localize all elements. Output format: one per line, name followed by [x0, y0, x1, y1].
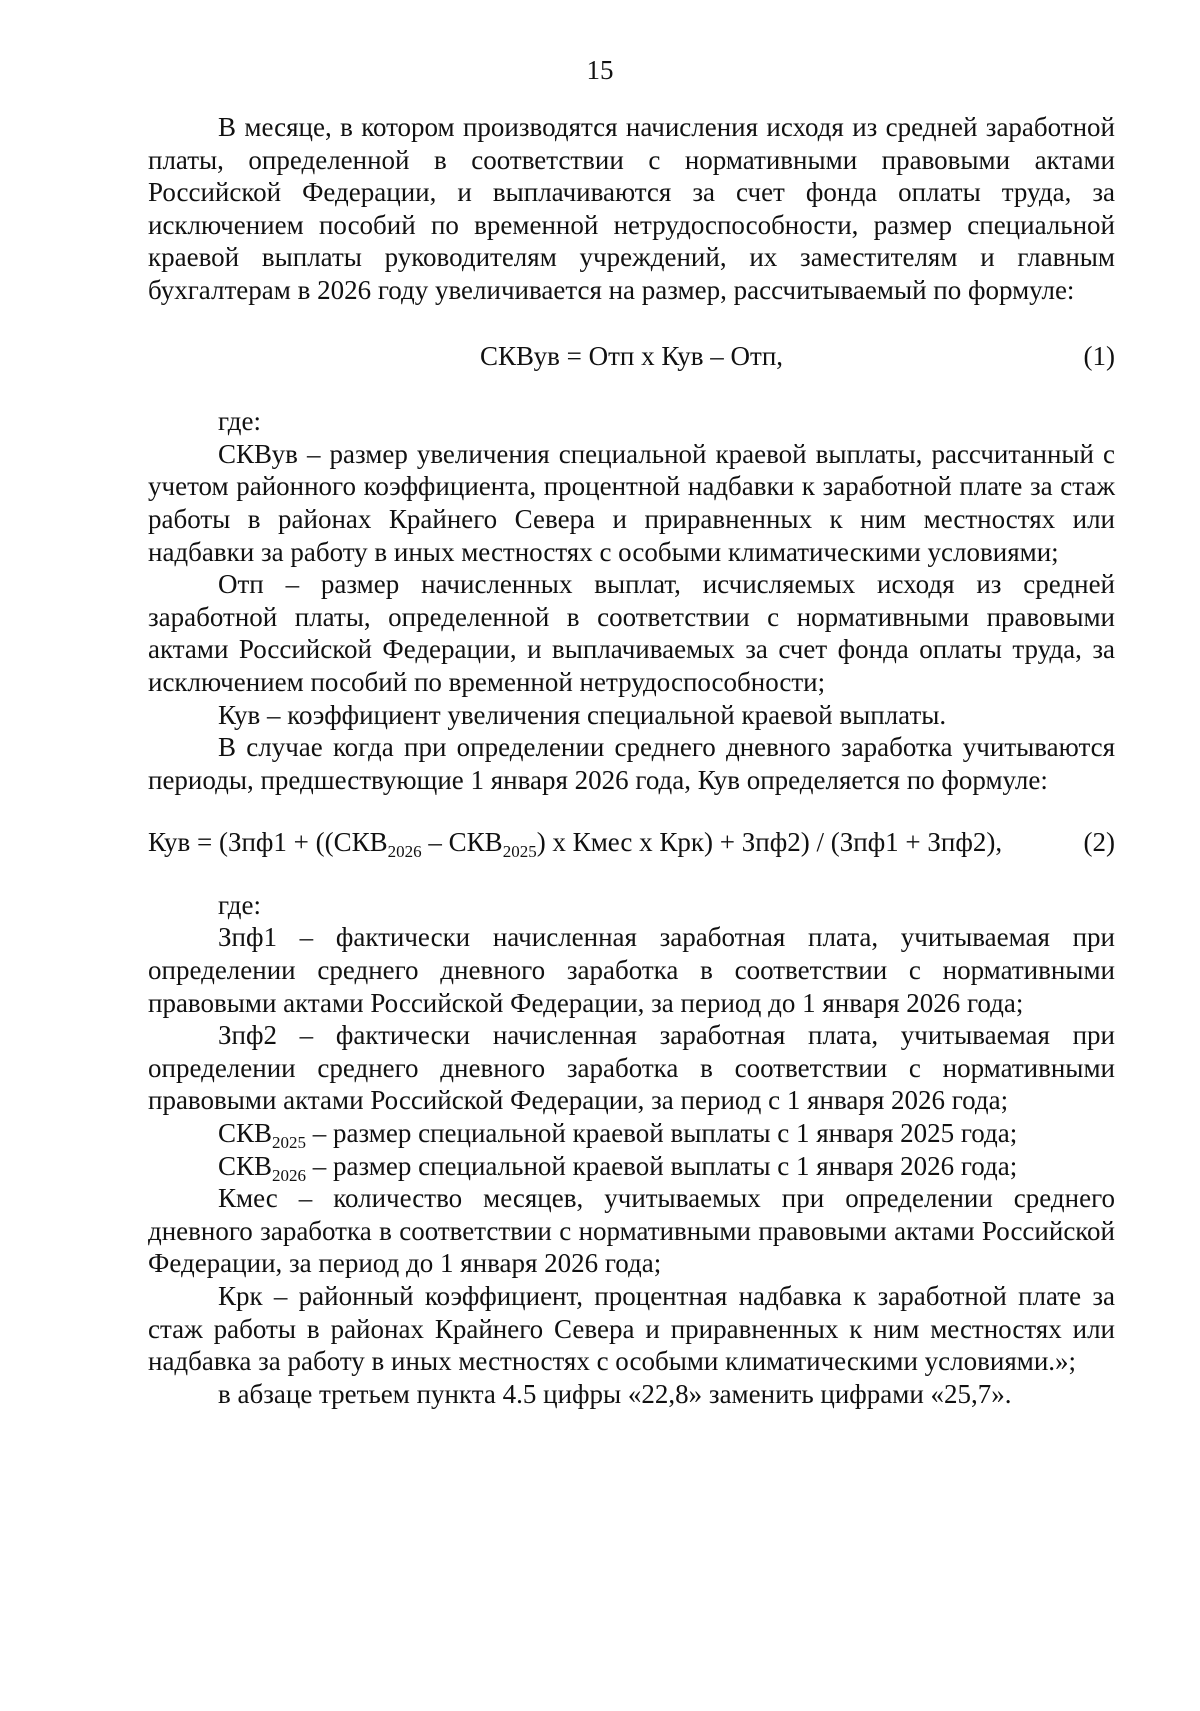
skv2025-subscript: 2025: [272, 1133, 307, 1153]
formula-1-row: [148, 340, 1115, 373]
definition-kuv: Кув – коэффициент увеличения специальной краевой выплаты.: [218, 699, 947, 730]
definition-skvuv: СКВув – размер увеличения специальной краевой выплаты, рассчитанный с учетом районного коэффициента, процентной надбавки к заработной плате за стаж работы в районах Крайнего Севера и приравненных к ним местностях или надбавки за работу в иных местностях с особыми климатическими условиями;: [148, 438, 1115, 567]
spacer: [148, 372, 1115, 405]
case-paragraph: В случае когда при определении среднего дневного заработка учитываются периоды, предшествующие 1 января 2026 года, Кув определяется по формуле:: [148, 732, 1115, 795]
definition-zpf1: Зпф1 – фактически начисленная заработная плата, учитываемая при определении среднего дневного заработка в соответствии с нормативными правовыми актами Российской Федерации, за период до 1 января 2026 года;: [148, 922, 1115, 1018]
definition-otp: Отп – размер начисленных выплат, исчисляемых исходя из средней заработной платы, определенной в соответствии с нормативными правовыми актами Российской Федерации, и выплачиваемых за счет фонда оплаты труда, за исключением пособий по временной нетрудоспособности;: [148, 569, 1115, 697]
page-number: 15: [586, 55, 614, 85]
formula-2-part3: ) х Кмес х Крк) + Зпф2) / (Зпф1 + Зпф2),: [536, 827, 1003, 858]
spacer: [148, 796, 1115, 826]
formula-1-number: (1): [1083, 340, 1115, 371]
document-body: [148, 111, 1115, 1410]
skv2026-symbol-text: СКВ: [218, 1150, 273, 1181]
definition-skv2026: [148, 1150, 1115, 1183]
definition-skv2025: [148, 1117, 1115, 1153]
formula-2-sub1: 2026: [387, 842, 422, 862]
skv2026-text: – размер специальной краевой выплаты с 1 января 2026 года;: [306, 1150, 1018, 1181]
skv2025-text: – размер специальной краевой выплаты с 1 января 2025 года;: [306, 1118, 1018, 1149]
definition-krk: Крк – районный коэффициент, процентная надбавка к заработной плате за стаж работы в районах Крайнего Севера и приравненных к ним местностях или надбавка за работу в иных местностях с особыми климатическими условиями.»;: [148, 1281, 1115, 1377]
where-label-1: где:: [218, 406, 261, 437]
intro-paragraph: В месяце, в котором производятся начисления исходя из средней заработной платы, определенной в соответствии с нормативными правовыми актами Российской Федерации, и выплачиваются за счет фонда оплаты труда, за исключением пособий по временной нетрудоспособности, размер специальной краевой выплаты руководителям учреждений, их заместителям и главным бухгалтерам в 2026 году увеличивается на размер, рассчитываемый по формуле:: [148, 112, 1115, 305]
definition-zpf2: Зпф2 – фактически начисленная заработная плата, учитываемая при определении среднего дневного заработка в соответствии с нормативными правовыми актами Российской Федерации, за период с 1 января 2026 года;: [148, 1020, 1115, 1116]
formula-2-part2: – СКВ: [421, 827, 503, 858]
formula-2-part1: Кув = (Зпф1 + ((СКВ: [148, 827, 388, 858]
skv2026-subscript: 2026: [272, 1165, 307, 1185]
skv2026-symbol: [218, 1150, 307, 1185]
final-paragraph: в абзаце третьем пункта 4.5 цифры «22,8» заменить цифрами «25,7».: [218, 1378, 1012, 1409]
spacer: [148, 859, 1115, 889]
formula-1: СКВув = Отп х Кув – Отп,: [479, 340, 784, 371]
formula-2-row: [148, 826, 1115, 862]
definition-kmes: Кмес – количество месяцев, учитываемых при определении среднего дневного заработка в соответствии с нормативными правовыми актами Российской Федерации, за период до 1 января 2026 года;: [148, 1183, 1115, 1279]
formula-2-number: (2): [1083, 827, 1115, 858]
spacer: [148, 307, 1115, 340]
skv2025-symbol-text: СКВ: [218, 1118, 273, 1149]
where-label-2: где:: [218, 889, 261, 920]
skv2025-symbol: [218, 1118, 307, 1153]
formula-2: [148, 826, 1115, 862]
formula-2-sub2: 2025: [502, 842, 537, 862]
